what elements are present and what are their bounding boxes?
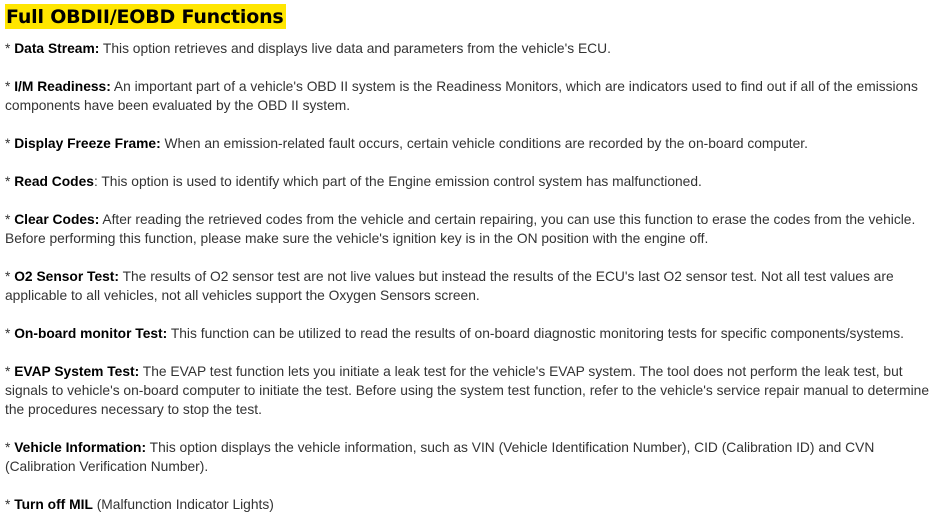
item-bullet: * xyxy=(5,326,15,341)
item-bullet: * xyxy=(5,497,15,512)
page-title: Full OBDII/EOBD Functions xyxy=(6,6,284,28)
item-label: Read Codes xyxy=(14,174,94,189)
item-bullet: * xyxy=(5,212,15,227)
item-bullet: * xyxy=(5,174,15,189)
item-label: Data Stream: xyxy=(14,41,100,56)
item-label: Display Freeze Frame: xyxy=(14,136,161,151)
item-label: On-board monitor Test: xyxy=(14,326,168,341)
item-description: This option retrieves and displays live data and parameters from the vehicle's ECU. xyxy=(99,41,611,56)
list-item-data-stream xyxy=(5,39,941,58)
item-bullet: * xyxy=(5,79,15,94)
item-label: Turn off MIL xyxy=(14,497,93,512)
list-item-vehicle-information xyxy=(5,438,941,476)
list-item-clear-codes xyxy=(5,210,941,248)
item-bullet: * xyxy=(5,269,15,284)
item-description: The EVAP test function lets you initiate a leak test for the vehicle's EVAP system. The tool does not perform the leak test, but signals to vehicle's on-board computer to initiate the test. Before using the system test function, refer to the vehicle's service repair manual to determine the procedures necessary to stop the test. xyxy=(5,364,929,417)
item-bullet: * xyxy=(5,136,15,151)
item-description: (Malfunction Indicator Lights) xyxy=(92,497,274,512)
item-label: I/M Readiness: xyxy=(14,79,111,94)
list-item-display-freeze-frame xyxy=(5,134,941,153)
item-bullet: * xyxy=(5,440,15,455)
item-bullet: * xyxy=(5,364,15,379)
list-item-im-readiness xyxy=(5,77,941,115)
item-description: This function can be utilized to read the results of on-board diagnostic monitoring tests for specific components/systems. xyxy=(167,326,904,341)
item-label: EVAP System Test: xyxy=(14,364,140,379)
item-label: Clear Codes: xyxy=(14,212,100,227)
item-bullet: * xyxy=(5,41,15,56)
item-description: This option displays the vehicle information, such as VIN (Vehicle Identification Number), CID (Calibration ID) and CVN (Calibration Verification Number). xyxy=(5,440,875,474)
item-description: When an emission-related fault occurs, certain vehicle conditions are recorded by the on-board computer. xyxy=(160,136,808,151)
item-description: The results of O2 sensor test are not live values but instead the results of the ECU's last O2 sensor test. Not all test values are applicable to all vehicles, not all vehicles support the Oxygen Sensors screen. xyxy=(5,269,894,303)
item-label: Vehicle Information: xyxy=(14,440,147,455)
list-item-on-board-monitor-test xyxy=(5,324,941,343)
item-description: : This option is used to identify which part of the Engine emission control system has malfunctioned. xyxy=(93,174,702,189)
list-item-evap-system-test xyxy=(5,362,941,419)
item-description: An important part of a vehicle's OBD II system is the Readiness Monitors, which are indicators used to find out if all of the emissions components have been evaluated by the OBD II system. xyxy=(5,79,918,113)
list-item-read-codes xyxy=(5,172,941,191)
item-description: After reading the retrieved codes from the vehicle and certain repairing, you can use this function to erase the codes from the vehicle. Before performing this function, please make sure the vehicle's ignition key is in the ON position with the engine off. xyxy=(5,212,916,246)
list-item-o2-sensor-test xyxy=(5,267,941,305)
function-list xyxy=(5,39,941,514)
list-item-turn-off-mil xyxy=(5,495,941,514)
item-label: O2 Sensor Test: xyxy=(14,269,119,284)
